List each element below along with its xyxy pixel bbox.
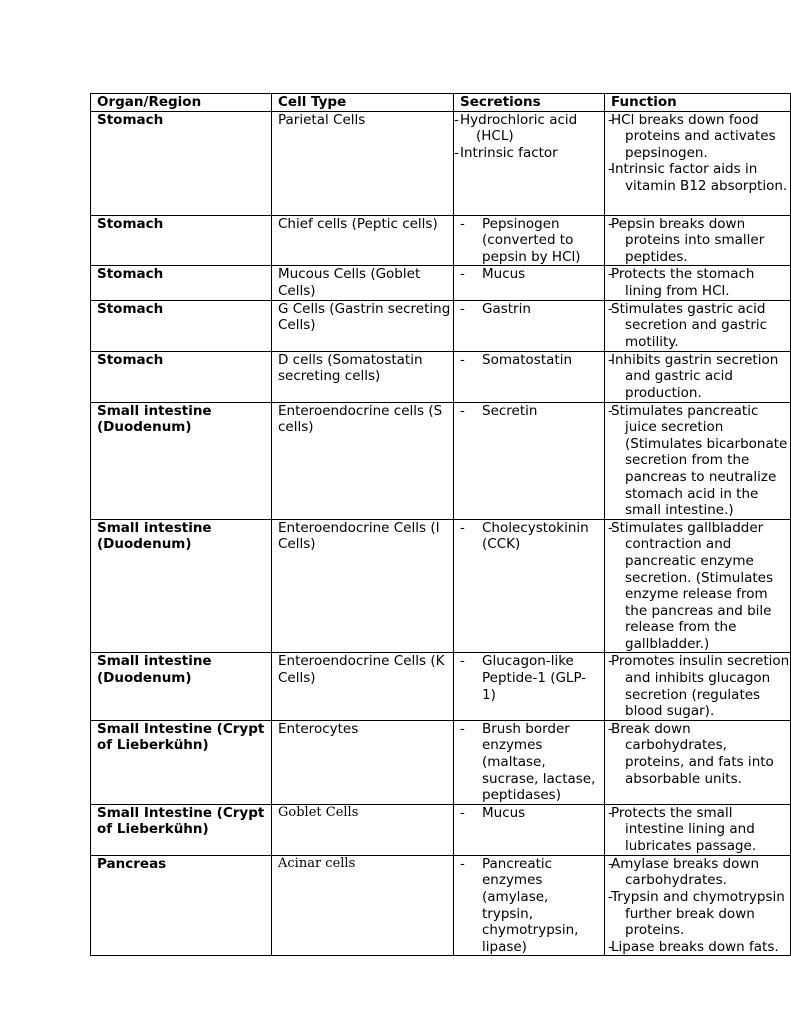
function-item: - Amylase breaks down carbohydrates. bbox=[611, 856, 790, 889]
function-cell bbox=[605, 804, 791, 855]
cell-type-cell: Enteroendocrine cells (S cells) bbox=[272, 402, 454, 519]
function-item: - Inhibits gastrin secretion and gastric acid production. bbox=[611, 352, 790, 402]
function-cell bbox=[605, 855, 791, 956]
organ-cell: Stomach bbox=[91, 215, 272, 266]
organ-cell: Small intestine (Duodenum) bbox=[91, 519, 272, 653]
function-cell bbox=[605, 653, 791, 720]
organ-cell: Stomach bbox=[91, 351, 272, 402]
secretions-cell: - Pancreatic enzymes (amylase, trypsin, chymotrypsin, lipase) bbox=[454, 855, 605, 956]
function-cell bbox=[605, 351, 791, 402]
organ-cell: Pancreas bbox=[91, 855, 272, 956]
secretion-item: - Intrinsic factor bbox=[460, 145, 604, 162]
function-cell bbox=[605, 519, 791, 653]
secretion-item: Pepsinogen (converted to pepsin by HCl) bbox=[482, 215, 581, 265]
secretions-cell: - Cholecystokinin (CCK) bbox=[454, 519, 605, 653]
organ-cell: Small Intestine (Crypt of Lieberkühn) bbox=[91, 804, 272, 855]
secretion-item: Cholecystokinin (CCK) bbox=[482, 519, 589, 553]
table-row bbox=[91, 300, 791, 351]
cell-type-cell: Goblet Cells bbox=[272, 804, 454, 855]
cell-type-cell: D cells (Somatostatin secreting cells) bbox=[272, 351, 454, 402]
secretions-cell: - Mucus bbox=[454, 266, 605, 300]
cell-type-cell: Mucous Cells (Goblet Cells) bbox=[272, 266, 454, 300]
header-cell-type: Cell Type bbox=[272, 94, 454, 112]
function-item: - Pepsin breaks down proteins into smaller peptides. bbox=[611, 216, 790, 266]
cell-type-cell: Enterocytes bbox=[272, 720, 454, 804]
table-row bbox=[91, 351, 791, 402]
function-cell bbox=[605, 300, 791, 351]
cell-type-cell: Parietal Cells bbox=[272, 111, 454, 215]
digestive-cells-table bbox=[90, 93, 791, 956]
organ-cell: Stomach bbox=[91, 266, 272, 300]
secretion-item: Somatostatin bbox=[482, 351, 573, 368]
function-cell bbox=[605, 720, 791, 804]
secretion-item: Glucagon-like Peptide-1 (GLP-1) bbox=[482, 653, 587, 703]
function-item: - Stimulates gallbladder contraction and pancreatic enzyme secretion. (Stimulates enzyme release from the pancreas and bile release from the gallbladder.) bbox=[611, 520, 790, 653]
organ-cell: Small intestine (Duodenum) bbox=[91, 402, 272, 519]
function-item: - HCl breaks down food proteins and activates pepsinogen. bbox=[611, 112, 790, 162]
function-cell bbox=[605, 215, 791, 266]
organ-cell: Small intestine (Duodenum) bbox=[91, 653, 272, 720]
secretions-cell: - Brush border enzymes (maltase, sucrase, lactase, peptidases) bbox=[454, 720, 605, 804]
function-cell bbox=[605, 111, 791, 215]
secretions-cell: - Gastrin bbox=[454, 300, 605, 351]
function-item: - Lipase breaks down fats. bbox=[611, 939, 790, 956]
table-row bbox=[91, 519, 791, 653]
cell-type-cell: Enteroendocrine Cells (K Cells) bbox=[272, 653, 454, 720]
secretions-cell: - Somatostatin bbox=[454, 351, 605, 402]
secretions-cell: - Pepsinogen (converted to pepsin by HCl) bbox=[454, 215, 605, 266]
header-organ-region: Organ/Region bbox=[91, 94, 272, 112]
secretions-cell bbox=[454, 111, 605, 215]
table-row bbox=[91, 804, 791, 855]
function-item: - Trypsin and chymotrypsin further break down proteins. bbox=[611, 889, 790, 939]
table-row bbox=[91, 111, 791, 215]
secretions-cell: - Glucagon-like Peptide-1 (GLP-1) bbox=[454, 653, 605, 720]
secretion-item: Mucus bbox=[482, 266, 526, 283]
table-row bbox=[91, 855, 791, 956]
secretion-item: Pancreatic enzymes (amylase, trypsin, chymotrypsin, lipase) bbox=[482, 855, 579, 955]
cell-type-cell: G Cells (Gastrin secreting Cells) bbox=[272, 300, 454, 351]
organ-cell: Stomach bbox=[91, 300, 272, 351]
organ-cell: Stomach bbox=[91, 111, 272, 215]
cell-type-cell: Chief cells (Peptic cells) bbox=[272, 215, 454, 266]
secretion-item: Brush border enzymes (maltase, sucrase, lactase, peptidases) bbox=[482, 720, 596, 804]
secretion-item: Secretin bbox=[482, 402, 538, 419]
function-item: - Protects the small intestine lining and lubricates passage. bbox=[611, 805, 790, 855]
header-function: Function bbox=[605, 94, 791, 112]
table-row bbox=[91, 215, 791, 266]
secretion-item: - Hydrochloric acid (HCL) bbox=[460, 112, 604, 145]
function-item: - Stimulates gastric acid secretion and gastric motility. bbox=[611, 301, 790, 351]
function-cell bbox=[605, 266, 791, 300]
cell-type-cell: Enteroendocrine Cells (I Cells) bbox=[272, 519, 454, 653]
function-item: - Intrinsic factor aids in vitamin B12 absorption. bbox=[611, 161, 790, 194]
secretions-cell: - Secretin bbox=[454, 402, 605, 519]
secretion-item: Mucus bbox=[482, 804, 526, 821]
function-item: - Promotes insulin secretion and inhibits glucagon secretion (regulates blood sugar). bbox=[611, 653, 790, 719]
table-row bbox=[91, 266, 791, 300]
function-item: - Stimulates pancreatic juice secretion (Stimulates bicarbonate secretion from the pancreas to neutralize stomach acid in the small intestine.) bbox=[611, 403, 790, 519]
table-header-row bbox=[91, 94, 791, 112]
secretions-cell: - Mucus bbox=[454, 804, 605, 855]
table-row bbox=[91, 402, 791, 519]
cell-type-cell: Acinar cells bbox=[272, 855, 454, 956]
header-secretions: Secretions bbox=[454, 94, 605, 112]
organ-cell: Small Intestine (Crypt of Lieberkühn) bbox=[91, 720, 272, 804]
function-item: - Break down carbohydrates, proteins, and fats into absorbable units. bbox=[611, 721, 790, 787]
function-cell bbox=[605, 402, 791, 519]
table-row bbox=[91, 653, 791, 720]
table-row bbox=[91, 720, 791, 804]
function-item: - Protects the stomach lining from HCl. bbox=[611, 266, 790, 299]
secretion-item: Gastrin bbox=[482, 300, 531, 317]
